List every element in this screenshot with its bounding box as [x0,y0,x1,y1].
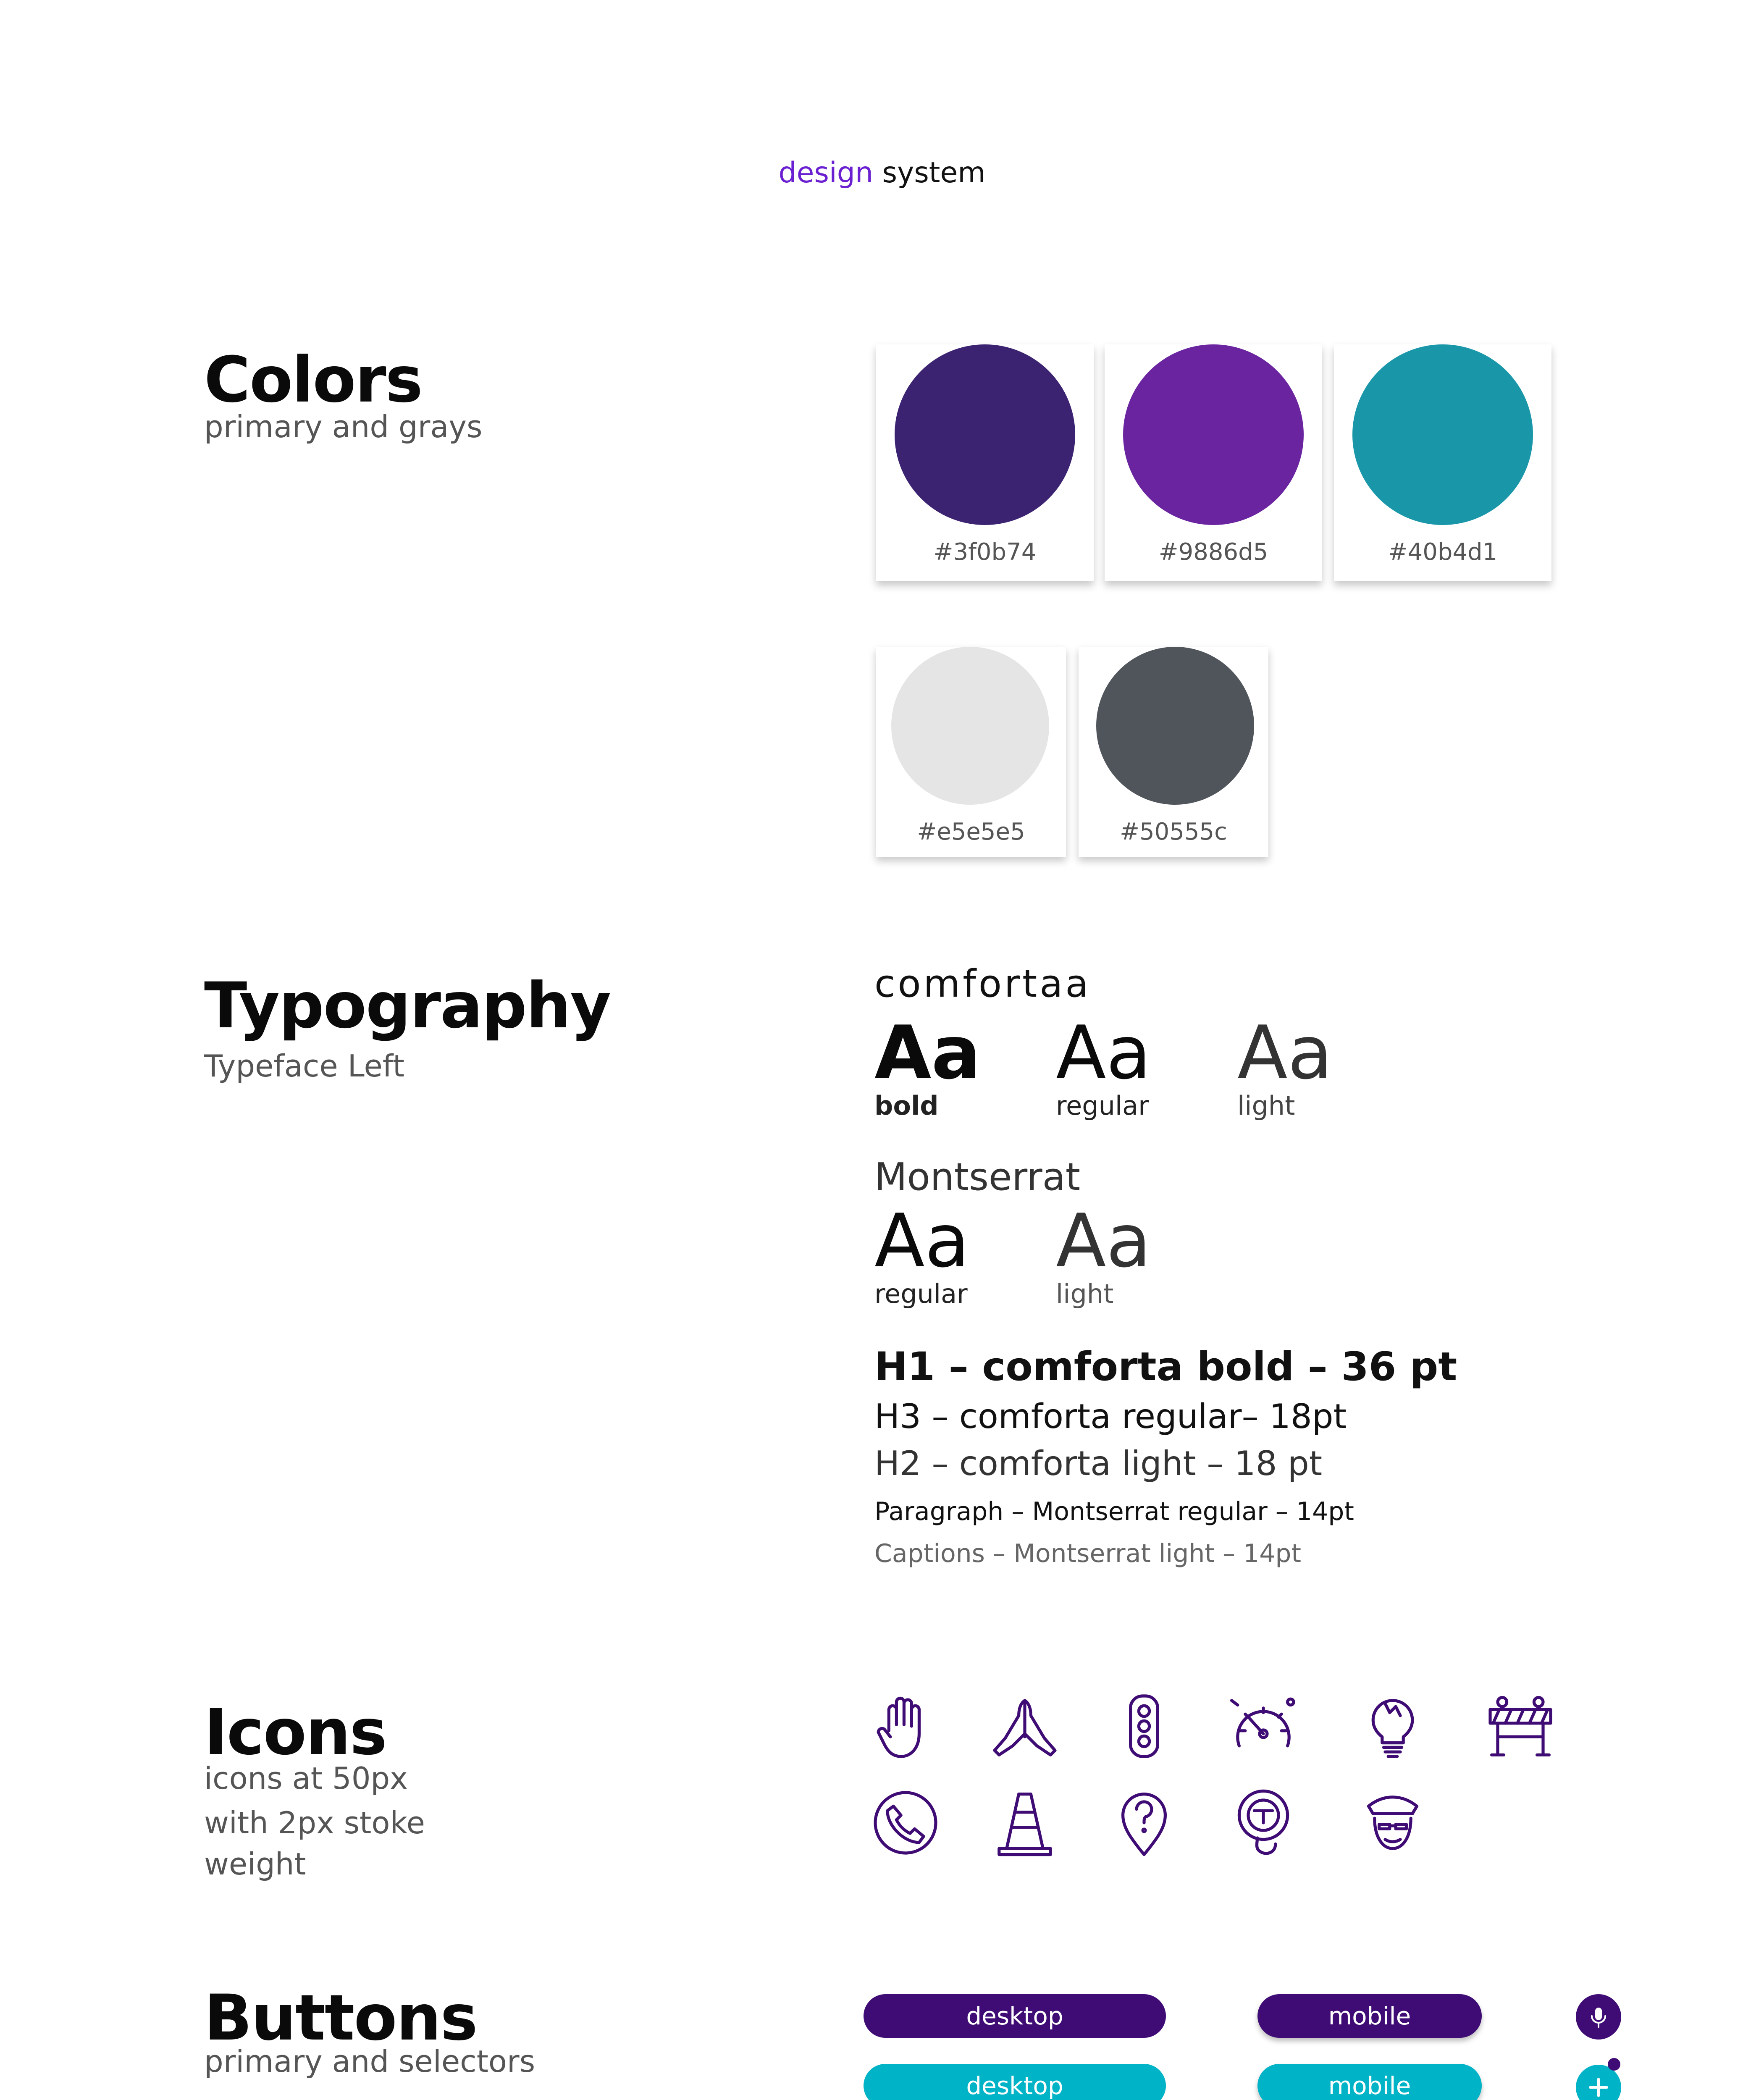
color-hex-1: #3f0b74 [933,538,1037,566]
buttons-subheading: primary and selectors [204,2044,536,2079]
page-title [0,156,1764,189]
traffic-cone-icon [987,1785,1063,1861]
desktop-primary-button[interactable]: desktop [864,1994,1166,2038]
color-hex-3: #40b4d1 [1388,538,1498,566]
font2-weight-light: light [1056,1278,1114,1309]
add-button[interactable] [1576,2065,1621,2100]
spec-paragraph: Paragraph – Montserrat regular – 14pt [874,1497,1354,1526]
buttons-heading: Buttons [204,1982,477,2055]
icons-subheading-3: weight [204,1846,306,1882]
font1-weight-bold: bold [874,1090,939,1121]
color-card-1 [876,344,1094,581]
color-swatch-2 [1123,344,1304,525]
spec-h2: H2 – comforta light – 18 pt [874,1444,1323,1483]
color-card-3 [1334,344,1551,581]
color-hex-2: #9886d5 [1158,538,1268,566]
hand-icon [868,1688,943,1764]
color-hex-4: #e5e5e5 [917,818,1025,845]
desktop-teal-button[interactable]: desktop [864,2064,1166,2100]
speedometer-icon [1226,1688,1301,1764]
police-officer-icon [1355,1785,1431,1861]
typography-subheading: Typeface Left [204,1048,405,1084]
color-swatch-3 [1352,344,1533,525]
font1-sample-regular: Aa [1056,1011,1151,1096]
colors-heading: Colors [204,344,422,417]
spec-captions: Captions – Montserrat light – 14pt [874,1539,1302,1568]
icons-heading: Icons [204,1696,386,1769]
microphone-icon [1576,1994,1621,2040]
font2-sample-light: Aa [1056,1199,1151,1284]
mobile-teal-button[interactable]: mobile [1257,2064,1482,2100]
colors-subheading: primary and grays [204,409,483,444]
typography-heading: Typography [204,969,611,1042]
color-card-4 [876,647,1066,857]
page-title-rest: system [873,156,986,189]
notification-dot [1608,2058,1620,2071]
color-hex-5: #50555c [1120,818,1227,845]
location-question-icon [1106,1785,1182,1861]
color-card-5 [1079,647,1268,857]
font2-weight-regular: regular [874,1278,968,1309]
microphone-button[interactable] [1576,1994,1621,2040]
praying-hands-icon [987,1688,1063,1764]
phone-icon [868,1785,943,1861]
page-title-accent: design [778,156,874,189]
font2-name: Montserrat [874,1155,1081,1199]
parking-meter-icon [1226,1785,1301,1861]
traffic-light-icon [1106,1688,1182,1764]
roadblock-icon [1483,1688,1558,1764]
spec-h3: H3 – comforta regular– 18pt [874,1397,1347,1436]
font1-weight-regular: regular [1056,1090,1149,1121]
icons-subheading-2: with 2px stoke [204,1805,425,1840]
font1-sample-light: Aa [1237,1011,1333,1096]
font1-weight-light: light [1237,1090,1295,1121]
color-card-2 [1105,344,1322,581]
icons-subheading-1: icons at 50px [204,1761,408,1796]
mobile-primary-button[interactable]: mobile [1257,1994,1482,2038]
color-swatch-5 [1096,647,1254,805]
lightbulb-icon [1355,1688,1431,1764]
font2-sample-regular: Aa [874,1199,970,1284]
spec-h1: H1 – comforta bold – 36 pt [874,1344,1457,1390]
color-swatch-4 [891,647,1049,805]
color-swatch-1 [895,344,1075,525]
font1-name: comfortaa [874,962,1091,1006]
font1-sample-bold: Aa [874,1011,981,1096]
